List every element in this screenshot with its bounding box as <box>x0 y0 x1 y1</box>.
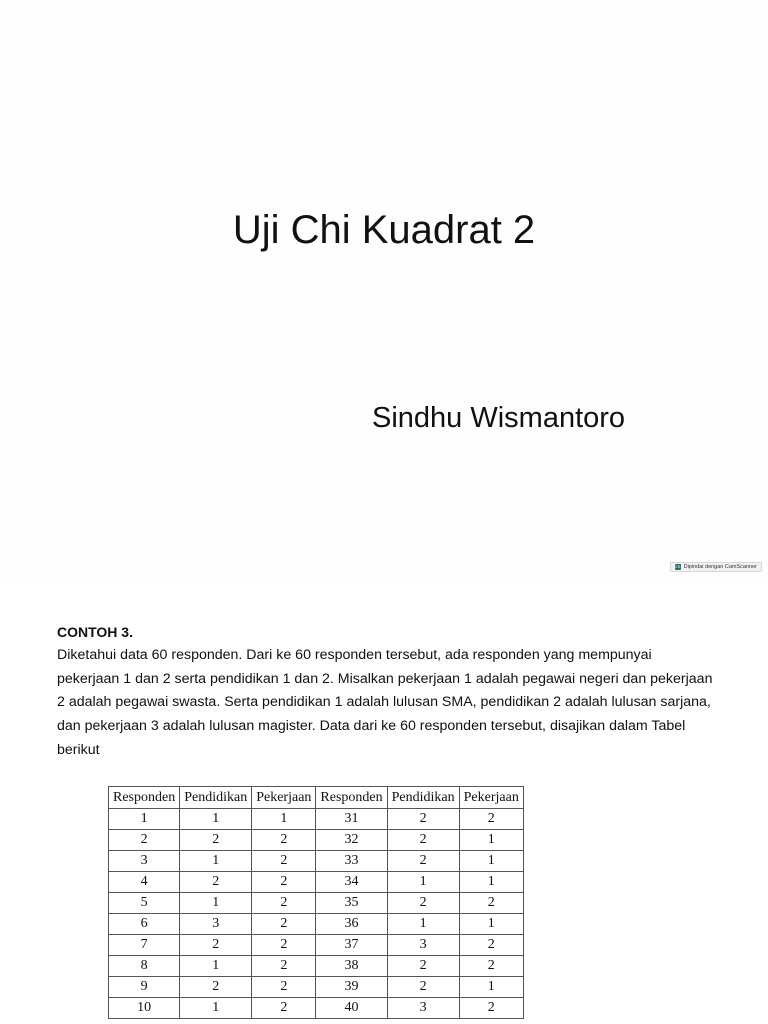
table-cell: 5 <box>109 893 180 914</box>
table-cell: 2 <box>252 956 316 977</box>
table-cell: 2 <box>252 893 316 914</box>
table-cell: 1 <box>459 830 523 851</box>
table-cell: 2 <box>180 872 252 893</box>
table-cell: 2 <box>252 935 316 956</box>
col-header-responden-2: Responden <box>316 787 387 809</box>
col-header-pekerjaan-2: Pekerjaan <box>459 787 523 809</box>
table-body <box>109 809 524 1019</box>
table-row <box>109 893 524 914</box>
table-row <box>109 872 524 893</box>
table-row <box>109 914 524 935</box>
table-cell: 7 <box>109 935 180 956</box>
table-row <box>109 830 524 851</box>
table-cell: 34 <box>316 872 387 893</box>
camscanner-icon: CS <box>674 564 681 569</box>
table-cell: 2 <box>252 914 316 935</box>
slide-title: Uji Chi Kuadrat 2 <box>232 208 536 252</box>
table-cell: 32 <box>316 830 387 851</box>
example-heading: CONTOH 3. <box>57 624 133 640</box>
table-cell: 1 <box>387 872 459 893</box>
table-cell: 2 <box>459 809 523 830</box>
table-cell: 6 <box>109 914 180 935</box>
table-cell: 2 <box>252 977 316 998</box>
table-cell: 1 <box>180 893 252 914</box>
table-cell: 2 <box>252 851 316 872</box>
table-cell: 1 <box>180 851 252 872</box>
table-cell: 1 <box>459 872 523 893</box>
table-row <box>109 851 524 872</box>
table-cell: 40 <box>316 998 387 1019</box>
table-cell: 1 <box>387 914 459 935</box>
table-cell: 2 <box>180 935 252 956</box>
table-cell: 9 <box>109 977 180 998</box>
col-header-pendidikan: Pendidikan <box>180 787 252 809</box>
table-cell: 1 <box>459 977 523 998</box>
table-cell: 8 <box>109 956 180 977</box>
respondent-table <box>108 786 524 1019</box>
table-cell: 39 <box>316 977 387 998</box>
table-row <box>109 935 524 956</box>
table-cell: 2 <box>459 935 523 956</box>
table-cell: 36 <box>316 914 387 935</box>
table-cell: 2 <box>387 956 459 977</box>
table-cell: 1 <box>180 998 252 1019</box>
table-cell: 2 <box>387 809 459 830</box>
table-cell: 1 <box>180 956 252 977</box>
scanner-watermark <box>670 562 762 572</box>
table-header-row <box>109 787 524 809</box>
scanner-badge-text: Dipindai dengan CamScanner <box>683 564 757 570</box>
table-cell: 1 <box>109 809 180 830</box>
table-cell: 2 <box>459 956 523 977</box>
table-cell: 2 <box>252 998 316 1019</box>
col-header-pekerjaan: Pekerjaan <box>252 787 316 809</box>
table-cell: 33 <box>316 851 387 872</box>
example-section <box>57 624 717 763</box>
table-cell: 3 <box>387 935 459 956</box>
table-cell: 2 <box>180 830 252 851</box>
table-row <box>109 977 524 998</box>
table-cell: 31 <box>316 809 387 830</box>
table-cell: 3 <box>109 851 180 872</box>
table-cell: 2 <box>180 977 252 998</box>
table-cell: 1 <box>252 809 316 830</box>
table-cell: 35 <box>316 893 387 914</box>
table-cell: 2 <box>387 851 459 872</box>
table-row <box>109 956 524 977</box>
table-cell: 3 <box>180 914 252 935</box>
table-cell: 37 <box>316 935 387 956</box>
table-cell: 4 <box>109 872 180 893</box>
table-cell: 2 <box>252 830 316 851</box>
table-cell: 10 <box>109 998 180 1019</box>
table-cell: 2 <box>459 893 523 914</box>
col-header-pendidikan-2: Pendidikan <box>387 787 459 809</box>
table-cell: 1 <box>459 851 523 872</box>
table-cell: 2 <box>387 893 459 914</box>
table-cell: 1 <box>180 809 252 830</box>
table-cell: 2 <box>459 998 523 1019</box>
table-cell: 2 <box>387 977 459 998</box>
table-cell: 2 <box>252 872 316 893</box>
table-cell: 3 <box>387 998 459 1019</box>
author-name: Sindhu Wismantoro <box>372 402 626 434</box>
table-cell: 1 <box>459 914 523 935</box>
table-cell: 2 <box>109 830 180 851</box>
table-row <box>109 998 524 1019</box>
col-header-responden: Responden <box>109 787 180 809</box>
table-cell: 2 <box>387 830 459 851</box>
example-paragraph: Diketahui data 60 responden. Dari ke 60 responden tersebut, ada responden yang mempunyai pekerjaan 1 dan 2 serta pendidikan 1 dan 2. Misalkan pekerjaan 1 adalah pegawai negeri dan pekerjaan 2 adalah pegawai swasta. Serta pendidikan 1 adalah lulusan SMA, pendidikan 2 adalah lulusan sarjana, dan pekerjaan 3 adalah lulusan magister. Data dari ke 60 responden tersebut, disajikan dalam Tabel berikut <box>57 647 713 758</box>
table-cell: 38 <box>316 956 387 977</box>
table-row <box>109 809 524 830</box>
